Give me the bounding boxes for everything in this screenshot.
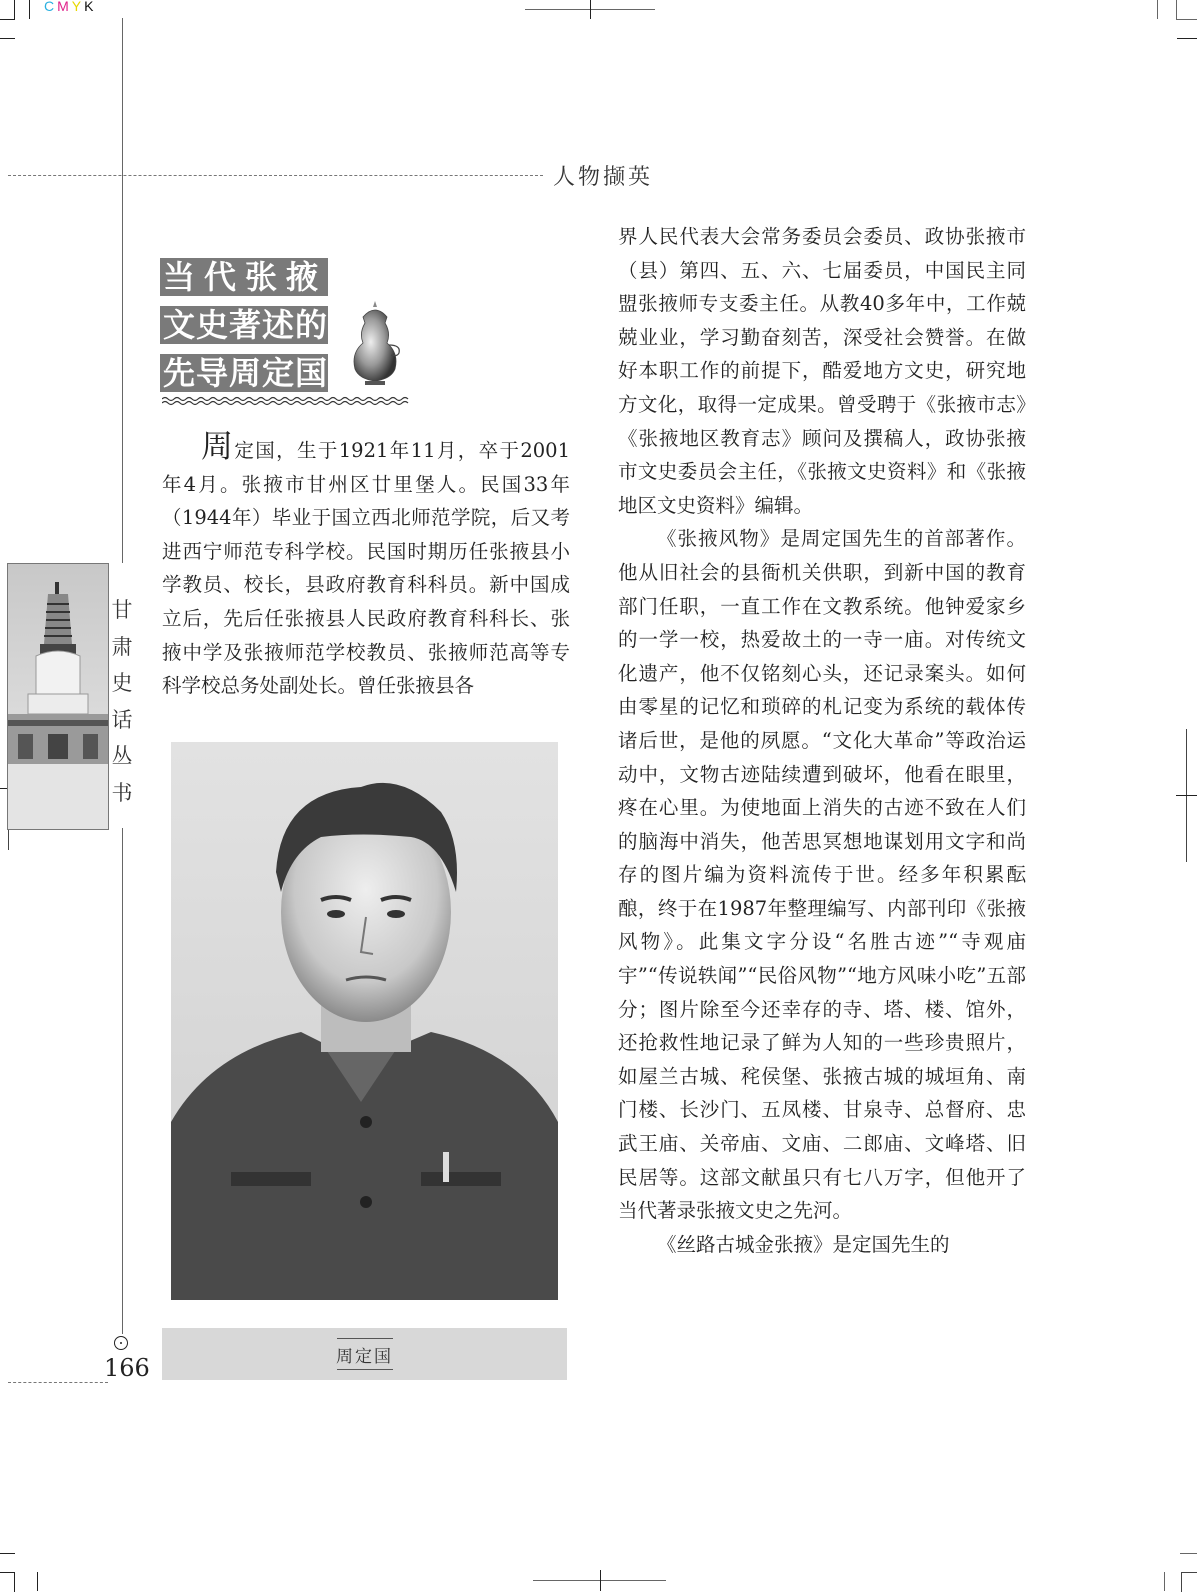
portrait-photo	[171, 742, 558, 1300]
cmyk-y: Y	[71, 0, 83, 14]
series-char: 书	[111, 780, 133, 805]
series-char: 史	[111, 671, 133, 695]
crop-mark-top-right-box	[1176, 0, 1197, 20]
crop-mark-bottom-right-h	[1180, 1553, 1197, 1554]
dropcap: 周	[201, 427, 235, 465]
crop-mark-top-left-h	[0, 38, 15, 39]
caption-rule-bottom	[337, 1369, 393, 1370]
title-line-2: 文史著述的	[160, 306, 328, 344]
crop-mark-bottom-right-v	[1164, 1572, 1165, 1591]
stupa-side-image	[7, 563, 109, 830]
crop-mark-top-right-v	[1157, 0, 1158, 19]
cmyk-k: K	[84, 0, 95, 14]
right-column-text	[618, 220, 1026, 1261]
series-char: 丛	[111, 744, 133, 768]
cmyk-color-bar	[44, 0, 96, 14]
page-ornament-icon	[114, 1336, 128, 1350]
stupa-icon	[8, 564, 108, 829]
crop-mark-bottom-left-box	[0, 1572, 15, 1592]
cmyk-m: M	[57, 0, 70, 14]
header-dashed-rule	[8, 175, 543, 176]
portrait-illustration	[171, 742, 558, 1300]
series-char: 肃	[111, 634, 133, 659]
margin-line-left-bottom	[122, 828, 123, 1334]
section-label: 人物撷英	[553, 165, 654, 190]
left-column-text	[162, 427, 570, 703]
registration-bottom-v	[600, 1570, 601, 1591]
crop-mark-bottom-left-v	[37, 1572, 38, 1591]
series-title	[110, 592, 134, 811]
vase-icon	[345, 297, 405, 387]
paragraph-4: 《丝路古城金张掖》是定国先生的	[657, 1232, 950, 1256]
paragraph-3: 《张掖风物》是周定国先生的首部著作。他从旧社会的县衙机关供职，到新中国的教育部门任职，一直工作在文教系统。他钟爱家乡的一学一校，热爱故土的一寺一庙。对传统文化遗产，他不仅铭刻心头，还记录案头。如何由零星的记忆和琐碎的札记变为系统的载体传诸后世，是他的夙愿。“文化大革命”等政治运动中，文物古迹陆续遭到破坏，他看在眼里，疼在心里。为使地面上消失的古迹不致在人们的脑海中消失，他苦思冥想地谋划用文字和尚存的图片编为资料流传于世。经多年积累酝酿，终于在1987年整理编写、内部刊印《张掖风物》。此集文字分设“名胜古迹”“寺观庙宇”“传说轶闻”“民俗风物”“地方风味小吃”五部分；图片除至今还幸存的寺、塔、楼、馆外，还抢救性地记录了鲜为人知的一些珍贵照片，如屋兰古城、秺侯堡、张掖古城的城垣角、南门楼、长沙门、五凤楼、甘泉寺、总督府、忠武王庙、关帝庙、文庙、二郎庙、文峰塔、旧民居等。这部文献虽只有七八万字，但他开了当代著录张掖文史之先河。	[618, 527, 1026, 1223]
title-line-1: 当代张掖	[160, 258, 328, 296]
crop-mark-top-left-box	[0, 0, 15, 20]
title-line-3: 先导周定国	[160, 354, 328, 392]
article-title	[160, 258, 328, 402]
caption-rule-top	[337, 1338, 393, 1339]
crop-mark-top-right-h	[1177, 38, 1197, 39]
wavy-divider	[162, 395, 410, 407]
paragraph-1: 定国，生于1921年11月，卒于2001年4月。张掖市甘州区廿里堡人。民国33年（1944年）毕业于国立西北师范学院，后又考进西宁师范专科学校。民国时期历任张掖县小学教员、校长，县政府教育科科员。新中国成立后，先后任张掖县人民政府教育科科长、张掖中学及张掖师范学校教员、张掖师范高等专科学校总务处副处长。曾任张掖县各	[162, 439, 570, 698]
series-char: 甘	[111, 598, 133, 622]
crop-mark-bottom-left-h	[0, 1553, 15, 1554]
cmyk-c: C	[44, 0, 56, 14]
paragraph-2: 界人民代表大会常务委员会委员、政协张掖市（县）第四、五、六、七届委员，中国民主同盟张掖师专支委主任。从教40多年中，工作兢兢业业，学习勤奋刻苦，深受社会赞誉。在做好本职工作的前提下，酷爱地方文史，研究地方文化，取得一定成果。曾受聘于《张掖市志》《张掖地区教育志》顾问及撰稿人，政协张掖市文史委员会主任，《张掖文史资料》和《张掖地区文史资料》编辑。	[618, 225, 1026, 517]
series-char: 话	[111, 707, 133, 732]
crop-mark-bottom-right-box	[1181, 1572, 1197, 1592]
photo-caption-box	[162, 1328, 567, 1380]
registration-right-h	[1176, 795, 1197, 796]
crop-mark-top-left-v	[29, 0, 30, 19]
margin-line-left-top	[122, 18, 123, 563]
photo-caption: 周定国	[336, 1347, 393, 1367]
page-number: 166	[104, 1354, 150, 1382]
footer-dashed-rule	[8, 1382, 108, 1383]
registration-top-v	[590, 0, 591, 19]
